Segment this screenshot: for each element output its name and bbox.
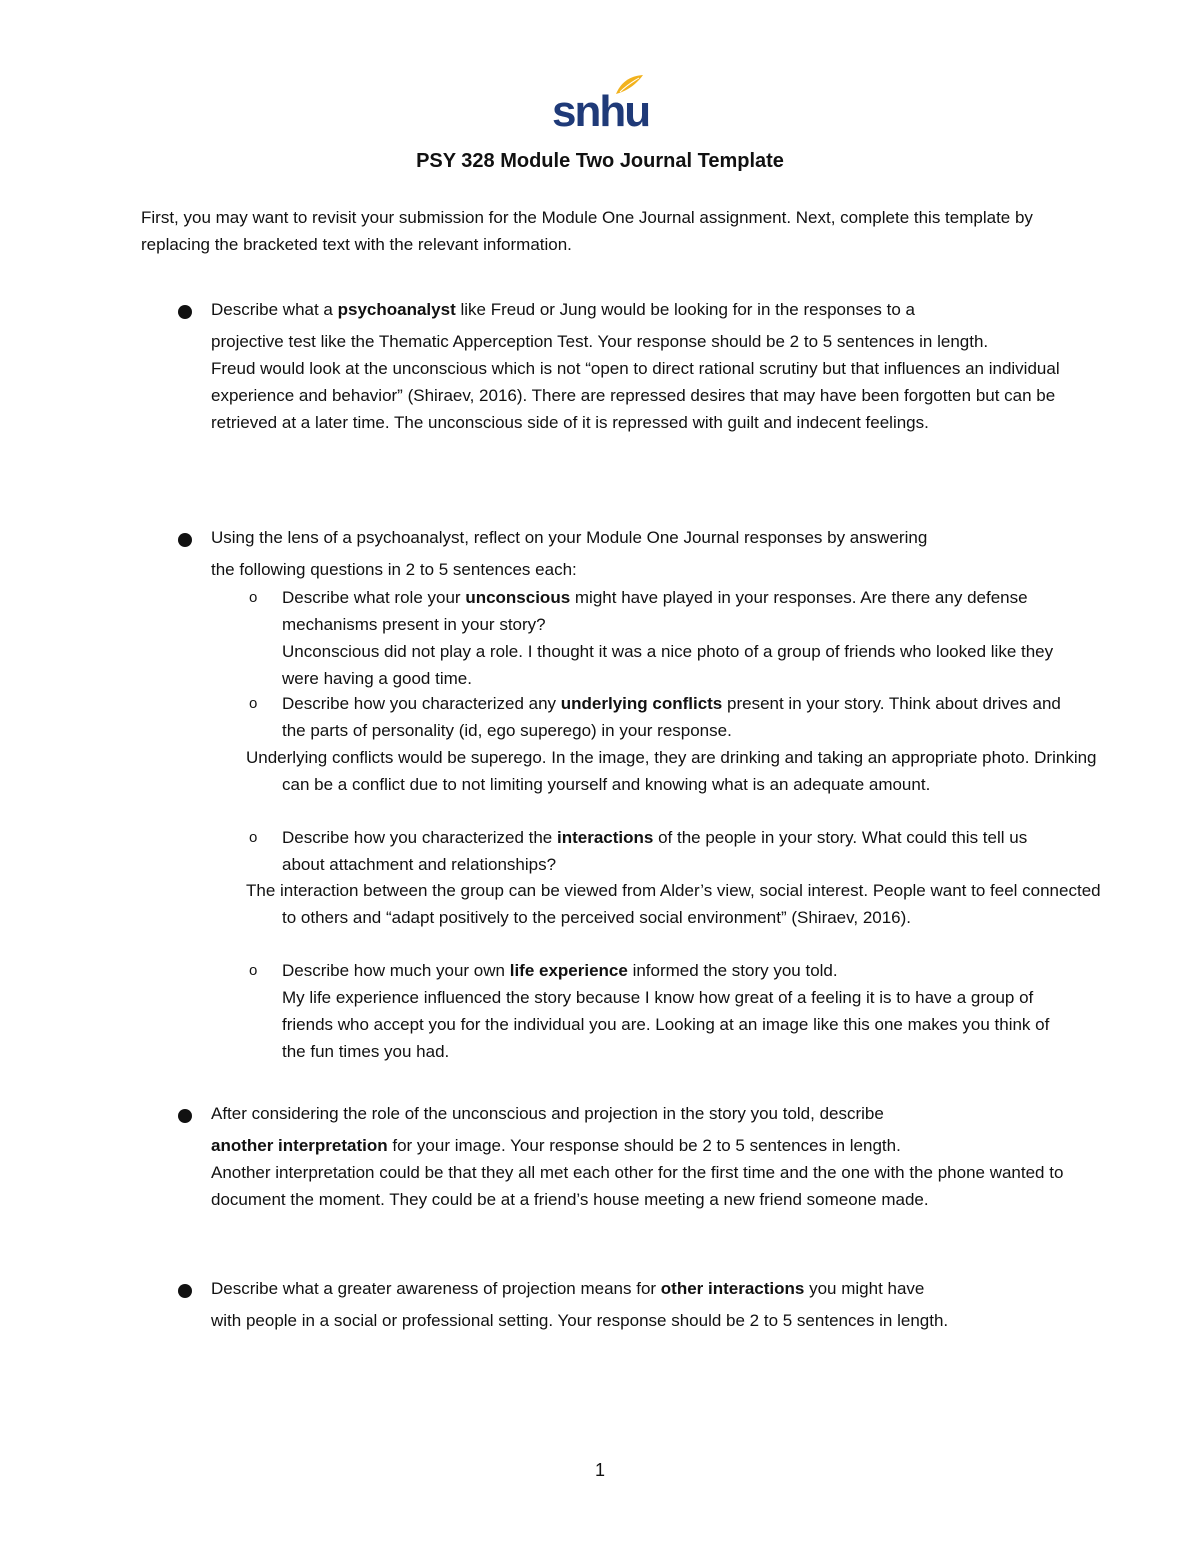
intro-paragraph: First, you may want to revisit your submission for the Module One Journal assignment. Next, complete this template by replacing the bracketed text with the relevant information. xyxy=(141,208,1033,254)
sub-bullet-marker: o xyxy=(249,829,258,846)
question-3-line-2: another interpretation for your image. Your response should be 2 to 5 sentences in length. xyxy=(211,1136,901,1155)
question-1 xyxy=(211,296,1081,436)
sub-bullet-marker: o xyxy=(249,962,258,979)
question-2-line-2: the following questions in 2 to 5 sentences each: xyxy=(211,560,577,579)
question-1-line-1: Describe what a psychoanalyst like Freud or Jung would be looking for in the responses to a xyxy=(211,300,915,319)
sub-question-underlying-conflicts: Describe how you characterized any underlying conflicts present in your story. Think about drives and the parts of personality (id, ego superego) in your response. xyxy=(282,694,1061,740)
sub-bullet-marker: o xyxy=(249,695,258,712)
bullet-point xyxy=(178,533,192,547)
answer-3: Another interpretation could be that they all met each other for the first time and the one with the phone wanted to document the moment. They could be at a friend’s house meeting a new friend someone made. xyxy=(211,1163,1064,1209)
sub-question-interactions: Describe how you characterized the interactions of the people in your story. What could this tell us about attachment and relationships? xyxy=(282,828,1028,874)
answer-1: Freud would look at the unconscious which is not “open to direct rational scrutiny but that influences an individual experience and behavior” (Shiraev, 2016). There are repressed desires that may have been forgotten but can be retrieved at a later time. The unconscious side of it is repressed with guilt and indecent feelings. xyxy=(211,359,1060,432)
sub-question-life-experience: Describe how much your own life experience informed the story you told. My life experience influenced the story because I know how great of a feeling it is to have a group of friends who accept you for the individual you are. Looking at an image like this one makes you think of the fun times you had. xyxy=(282,957,1072,1065)
bullet-point xyxy=(178,305,192,319)
question-4 xyxy=(211,1275,1081,1334)
sub-answer-life-experience: My life experience influenced the story because I know how great of a feeling it is to have a group of friends who accept you for the individual you are. Looking at an image like this one makes you think of the fun times you had. xyxy=(282,988,1050,1061)
document-title: PSY 328 Module Two Journal Template xyxy=(416,150,784,172)
question-2-line-1: Using the lens of a psychoanalyst, reflect on your Module One Journal responses by answering xyxy=(211,528,928,547)
question-3 xyxy=(211,1100,1081,1213)
snhu-logo xyxy=(552,74,650,136)
sub-answer-underlying-conflicts: Underlying conflicts would be superego. In the image, they are drinking and taking an appropriate photo. Drinking can be a conflict due to not limiting yourself and knowing what is an adequate amount. xyxy=(246,748,1097,794)
logo-wordmark: snhu xyxy=(552,87,650,136)
sub-bullet-marker: o xyxy=(249,589,258,606)
question-1-line-2: projective test like the Thematic Apperception Test. Your response should be 2 to 5 sentences in length. xyxy=(211,332,989,351)
bullet-point xyxy=(178,1109,192,1123)
page-number: 1 xyxy=(594,1460,605,1480)
question-4-line-1: Describe what a greater awareness of projection means for other interactions you might have xyxy=(211,1279,925,1298)
sub-answer-interactions: The interaction between the group can be viewed from Alder’s view, social interest. People want to feel connected to others and “adapt positively to the perceived social environment” (Shiraev, 2016). xyxy=(246,881,1101,927)
sub-question-unconscious: Describe what role your unconscious might have played in your responses. Are there any defense mechanisms present in your story? Unconscious did not play a role. I thought it was a nice photo of a group of friends who looked like they were having a good time. xyxy=(282,584,1072,692)
question-4-line-2: with people in a social or professional setting. Your response should be 2 to 5 sentences in length. xyxy=(211,1311,949,1330)
question-3-line-1: After considering the role of the unconscious and projection in the story you told, describe xyxy=(211,1104,884,1123)
question-2 xyxy=(211,524,1081,583)
bullet-point xyxy=(178,1284,192,1298)
sub-answer-unconscious: Unconscious did not play a role. I thought it was a nice photo of a group of friends who looked like they were having a good time. xyxy=(282,642,1054,688)
